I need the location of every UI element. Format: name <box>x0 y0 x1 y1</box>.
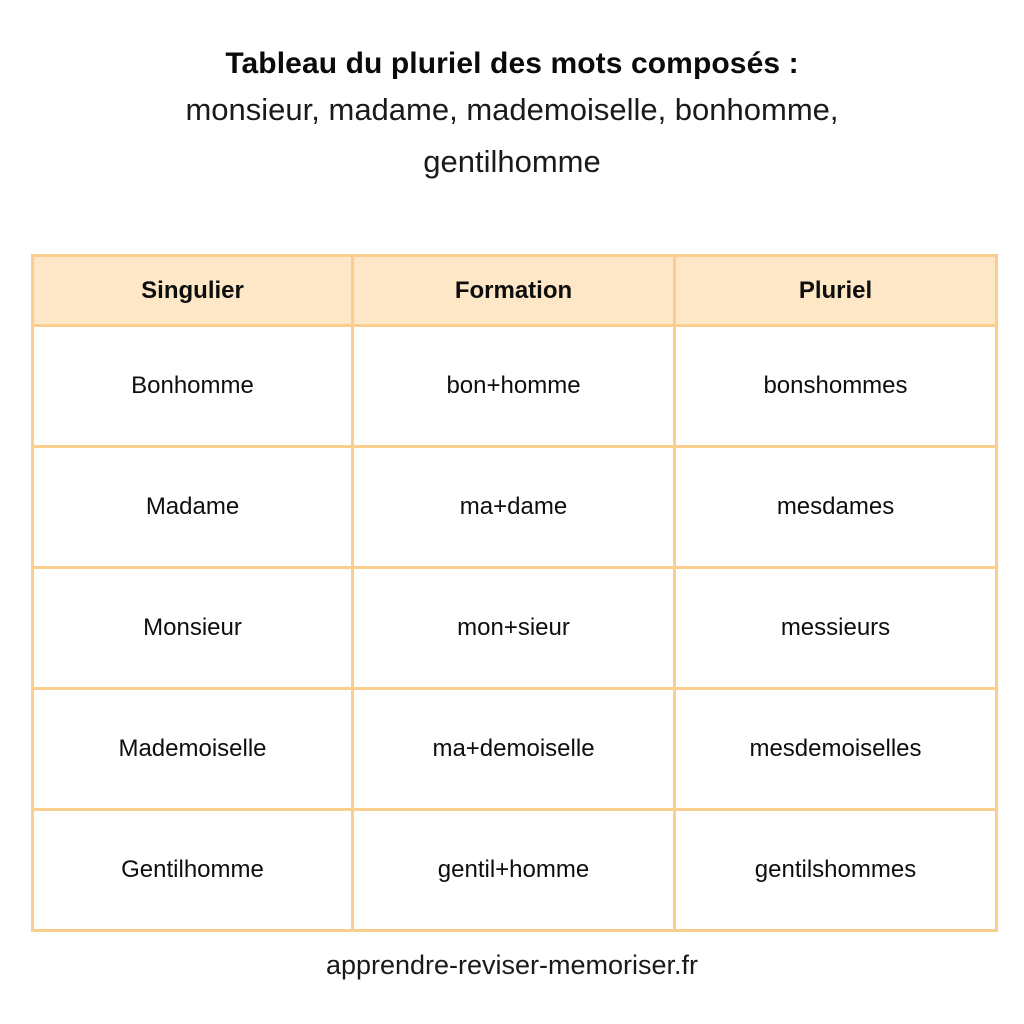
cell-formation: gentil+homme <box>353 810 675 931</box>
cell-singulier: Mademoiselle <box>33 689 353 810</box>
cell-pluriel: messieurs <box>675 568 997 689</box>
cell-singulier: Madame <box>33 447 353 568</box>
cell-pluriel: mesdemoiselles <box>675 689 997 810</box>
cell-pluriel: gentilshommes <box>675 810 997 931</box>
column-header-singulier: Singulier <box>33 256 353 326</box>
table-row <box>33 689 997 810</box>
cell-pluriel: bonshommes <box>675 326 997 447</box>
table-row <box>33 810 997 931</box>
title-line-secondary: monsieur, madame, mademoiselle, bonhomme, gentilhomme <box>185 92 839 179</box>
plural-table <box>31 254 998 932</box>
cell-singulier: Gentilhomme <box>33 810 353 931</box>
cell-singulier: Bonhomme <box>33 326 353 447</box>
table-header <box>33 256 997 326</box>
table-body <box>33 326 997 931</box>
cell-pluriel: mesdames <box>675 447 997 568</box>
column-header-formation: Formation <box>353 256 675 326</box>
column-header-pluriel: Pluriel <box>675 256 997 326</box>
table-row <box>33 326 997 447</box>
cell-formation: bon+homme <box>353 326 675 447</box>
table-header-row <box>33 256 997 326</box>
table-row <box>33 568 997 689</box>
table-row <box>33 447 997 568</box>
cell-formation: ma+demoiselle <box>353 689 675 810</box>
site-credit: apprendre-reviser-memoriser.fr <box>325 950 699 980</box>
plural-table-container <box>31 254 995 932</box>
cell-formation: ma+dame <box>353 447 675 568</box>
cell-singulier: Monsieur <box>33 568 353 689</box>
cell-formation: mon+sieur <box>353 568 675 689</box>
page-title <box>0 44 1024 188</box>
title-line-primary: Tableau du pluriel des mots composés : <box>225 47 799 80</box>
